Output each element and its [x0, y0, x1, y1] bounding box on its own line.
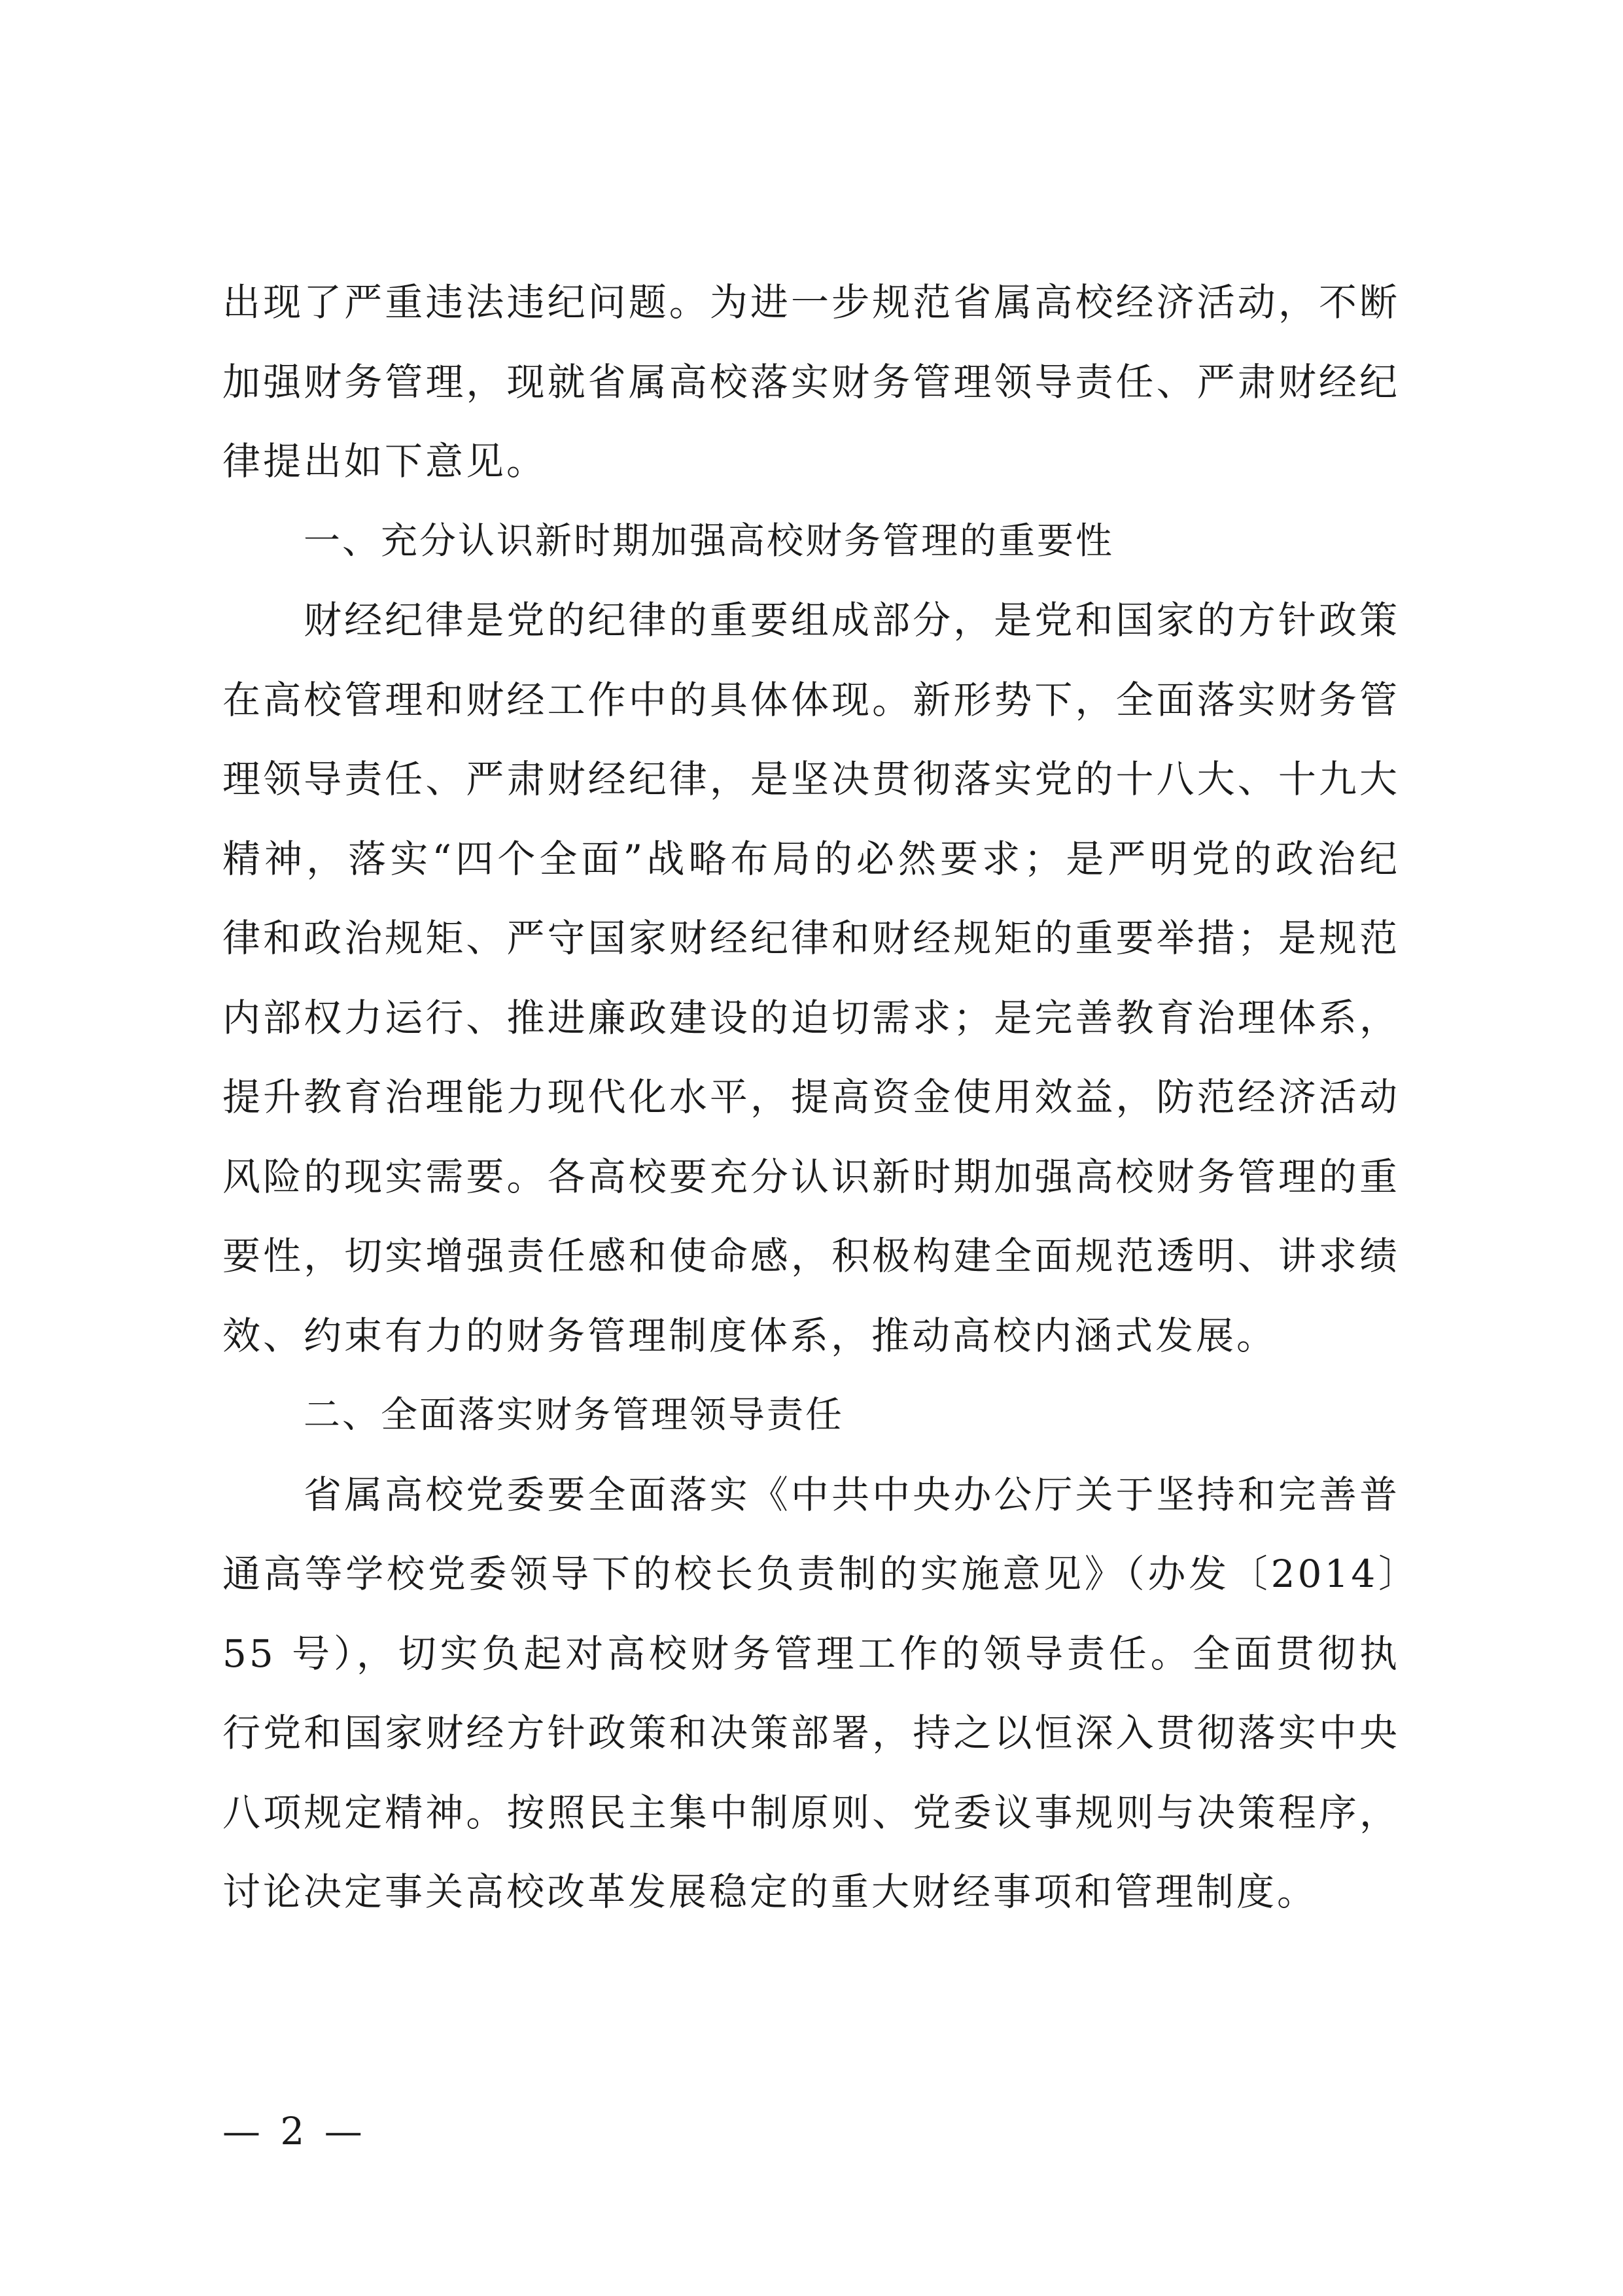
section-heading-1: 一、充分认识新时期加强高校财务管理的重要性	[304, 519, 1114, 563]
page-number: — 2 —	[222, 2109, 366, 2153]
paragraph-section-2: 省属高校党委要全面落实《中共中央办公厅关于坚持和完善普通高等学校党委领导下的校长负责制的实施意见》（办发〔2014〕55 号），切实负起对高校财务管理工作的领导责任。全面贯彻执行党和国家财经方针政策和决策部署，持之以恒深入贯彻落实中央八项规定精神。按照民主集中制原则、党委议事规则与决策程序，讨论决定事关高校改革发展稳定的重大财经事项和管理制度。	[222, 1472, 1400, 1914]
paragraph-section-1: 财经纪律是党的纪律的重要组成部分，是党和国家的方针政策在高校管理和财经工作中的具体体现。新形势下，全面落实财务管理领导责任、严肃财经纪律，是坚决贯彻落实党的十八大、十九大精神，落实“四个全面”战略布局的必然要求；是严明党的政治纪律和政治规矩、严守国家财经纪律和财经规矩的重要举措；是规范内部权力运行、推进廉政建设的迫切需求；是完善教育治理体系，提升教育治理能力现代化水平，提高资金使用效益，防范经济活动风险的现实需要。各高校要充分认识新时期加强高校财务管理的重要性，切实增强责任感和使命感，积极构建全面规范透明、讲求绩效、约束有力的财务管理制度体系，推动高校内涵式发展。	[222, 598, 1400, 1358]
document-body	[222, 263, 1400, 1932]
paragraph-continued: 出现了严重违法违纪问题。为进一步规范省属高校经济活动，不断加强财务管理，现就省属高校落实财务管理领导责任、严肃财经纪律提出如下意见。	[222, 280, 1400, 483]
section-heading-2: 二、全面落实财务管理领导责任	[304, 1394, 844, 1436]
